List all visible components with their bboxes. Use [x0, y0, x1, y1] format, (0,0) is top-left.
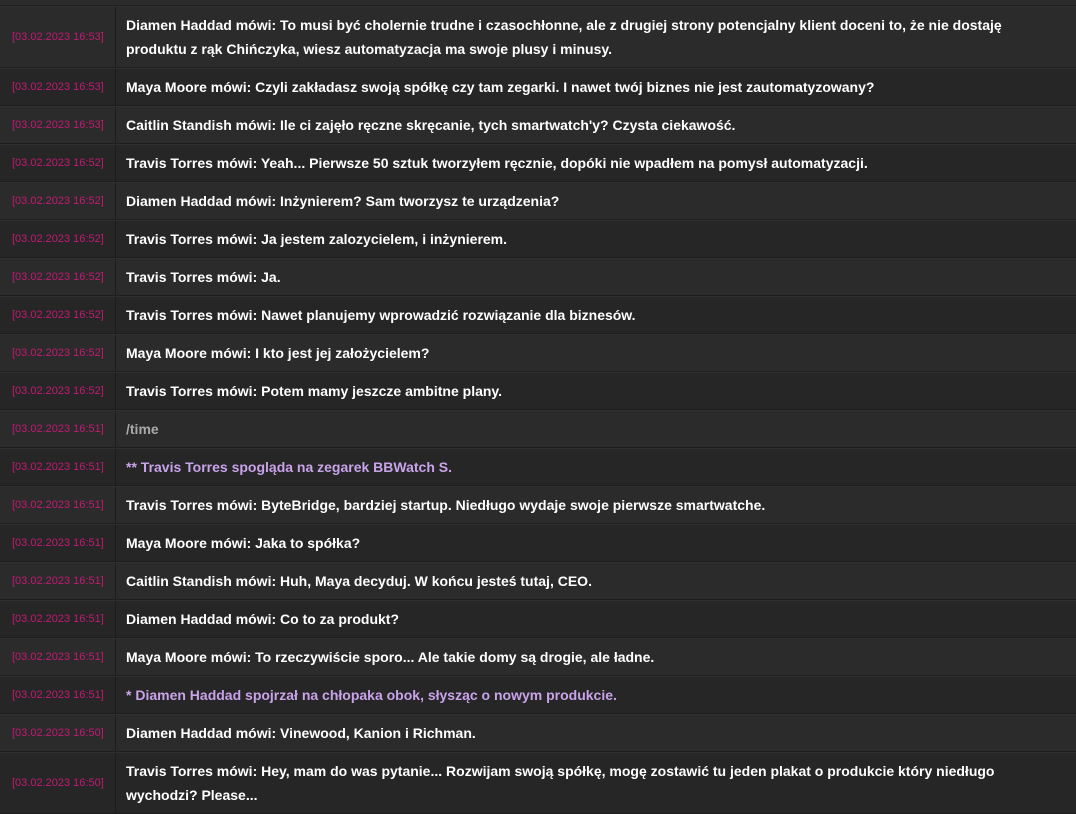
chat-log-row: [0, 106, 1076, 144]
chat-log-row: [0, 372, 1076, 410]
chat-message: Maya Moore mówi: I kto jest jej założycielem?: [126, 345, 430, 361]
chat-message: Travis Torres mówi: Nawet planujemy wprowadzić rozwiązanie dla biznesów.: [126, 307, 636, 323]
chat-message: Travis Torres mówi: Yeah... Pierwsze 50 sztuk tworzyłem ręcznie, dopóki nie wpadłem na pomysł automatyzacji.: [126, 155, 868, 171]
timestamp: [03.02.2023 16:50]: [12, 777, 104, 789]
timestamp: [03.02.2023 16:51]: [12, 499, 104, 511]
timestamp: [03.02.2023 16:52]: [12, 385, 104, 397]
action-message: ** Travis Torres spogląda na zegarek BBWatch S.: [126, 459, 452, 475]
chat-log-row: [0, 562, 1076, 600]
chat-message: Travis Torres mówi: Ja jestem zalozycielem, i inżynierem.: [126, 231, 508, 247]
chat-message: Travis Torres mówi: Hey, mam do was pytanie... Rozwijam swoją spółkę, mogę zostawić tu jeden plakat o produkcie który niedługo wychodzi? Please...: [126, 763, 995, 803]
timestamp: [03.02.2023 16:51]: [12, 575, 104, 587]
chat-log-row: [0, 182, 1076, 220]
chat-log-row: [0, 410, 1076, 448]
chat-message: Travis Torres mówi: ByteBridge, bardziej startup. Niedługo wydaje swoje pierwsze smartwatche.: [126, 497, 766, 513]
chat-log-row: [0, 524, 1076, 562]
timestamp: [03.02.2023 16:51]: [12, 423, 104, 435]
timestamp: [03.02.2023 16:53]: [12, 119, 104, 131]
chat-log-row: [0, 638, 1076, 676]
timestamp: [03.02.2023 16:52]: [12, 271, 104, 283]
chat-message: Diamen Haddad mówi: To musi być cholernie trudne i czasochłonne, ale z drugiej strony potencjalny klient doceni to, że nie dostaję produktu z rąk Chińczyka, wiesz automatyzacja ma swoje plusy i minusy.: [126, 17, 1002, 57]
chat-log-row: [0, 600, 1076, 638]
timestamp: [03.02.2023 16:52]: [12, 347, 104, 359]
chat-message: Caitlin Standish mówi: Ile ci zajęło ręczne skręcanie, tych smartwatch'y? Czysta ciekawość.: [126, 117, 736, 133]
timestamp: [03.02.2023 16:52]: [12, 195, 104, 207]
timestamp: [03.02.2023 16:50]: [12, 727, 104, 739]
timestamp: [03.02.2023 16:51]: [12, 537, 104, 549]
timestamp: [03.02.2023 16:52]: [12, 233, 104, 245]
chat-log-row: [0, 220, 1076, 258]
chat-log-row: [0, 144, 1076, 182]
action-message: * Diamen Haddad spojrzał na chłopaka obok, słysząc o nowym produkcie.: [126, 687, 617, 703]
chat-log-row: [0, 752, 1076, 814]
command-message: /time: [126, 421, 159, 437]
timestamp: [03.02.2023 16:51]: [12, 461, 104, 473]
chat-log-row: [0, 68, 1076, 106]
timestamp: [03.02.2023 16:53]: [12, 31, 104, 43]
chat-log-row: [0, 258, 1076, 296]
chat-log-row: [0, 448, 1076, 486]
timestamp: [03.02.2023 16:51]: [12, 651, 104, 663]
chat-message: Diamen Haddad mówi: Inżynierem? Sam tworzysz te urządzenia?: [126, 193, 560, 209]
timestamp: [03.02.2023 16:51]: [12, 689, 104, 701]
chat-log-row: [0, 334, 1076, 372]
chat-message: Diamen Haddad mówi: Co to za produkt?: [126, 611, 400, 627]
chat-log-row: [0, 296, 1076, 334]
chat-message: Travis Torres mówi: Ja.: [126, 269, 281, 285]
timestamp: [03.02.2023 16:51]: [12, 613, 104, 625]
chat-log-row: [0, 6, 1076, 68]
timestamp: [03.02.2023 16:52]: [12, 309, 104, 321]
chat-log-row: [0, 714, 1076, 752]
chat-log-rows: [0, 6, 1076, 814]
chat-message: Maya Moore mówi: To rzeczywiście sporo... Ale takie domy są drogie, ale ładne.: [126, 649, 655, 665]
chat-message: Maya Moore mówi: Czyli zakładasz swoją spółkę czy tam zegarki. I nawet twój biznes nie jest zautomatyzowany?: [126, 79, 875, 95]
chat-message: Maya Moore mówi: Jaka to spółka?: [126, 535, 361, 551]
chat-log-row: [0, 676, 1076, 714]
chat-message: Diamen Haddad mówi: Vinewood, Kanion i Richman.: [126, 725, 476, 741]
chat-message: Travis Torres mówi: Potem mamy jeszcze ambitne plany.: [126, 383, 503, 399]
chat-message: Caitlin Standish mówi: Huh, Maya decyduj. W końcu jesteś tutaj, CEO.: [126, 573, 592, 589]
chat-log-row: [0, 486, 1076, 524]
timestamp: [03.02.2023 16:52]: [12, 157, 104, 169]
timestamp: [03.02.2023 16:53]: [12, 81, 104, 93]
